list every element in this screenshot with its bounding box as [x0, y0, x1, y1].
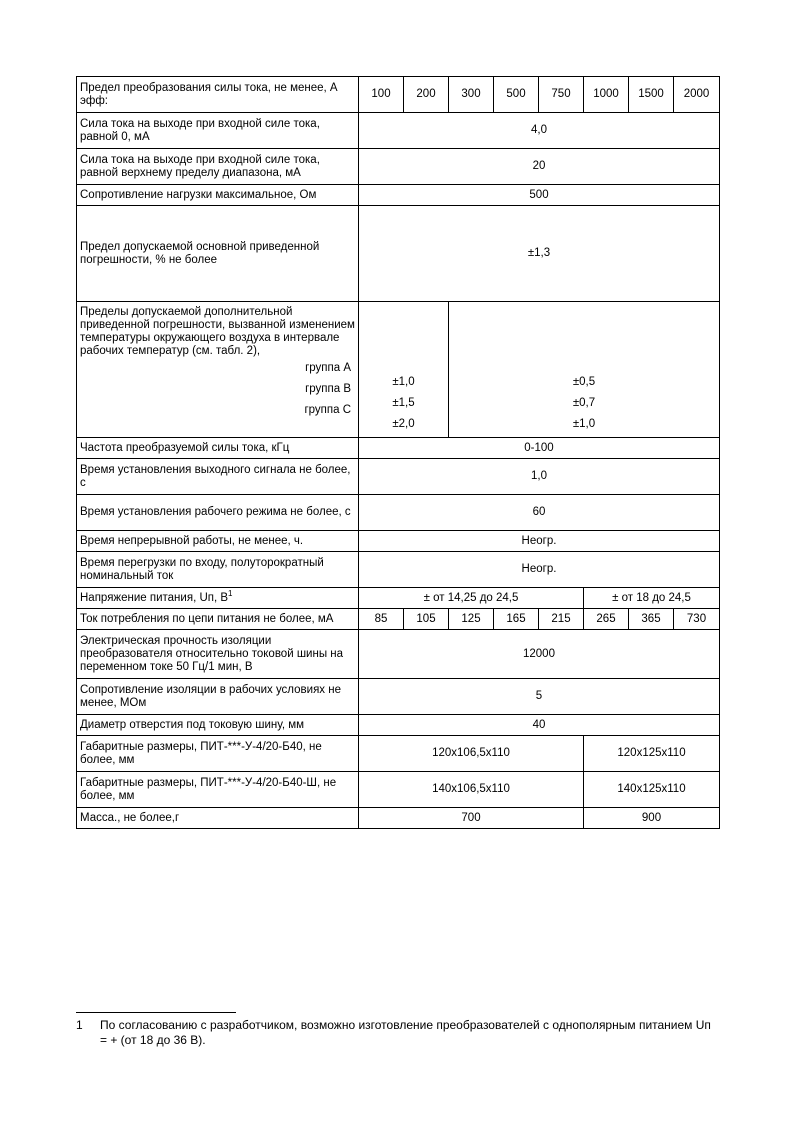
row-label: Предел допускаемой основной приведенной погрешности, % не более: [77, 206, 359, 302]
value-cell: 215: [539, 609, 584, 630]
footnote-divider: [76, 1012, 236, 1013]
value-cell: 700: [359, 808, 584, 829]
value-cell: 0-100: [359, 438, 720, 459]
value-cell: 900: [584, 808, 720, 829]
value-cell: 2000: [674, 77, 720, 113]
value-cell: 120х106,5х110: [359, 736, 584, 772]
value-cell: Неогр.: [359, 552, 720, 588]
row-dimensions-b40-sh: [77, 772, 720, 808]
value-cell: 85: [359, 609, 404, 630]
row-current-range: [77, 77, 720, 113]
value-cell: 5: [359, 679, 720, 715]
footnote-ref: 1: [228, 588, 233, 598]
value-cell: 12000: [359, 630, 720, 679]
value-cell: 60: [359, 495, 720, 531]
row-load-resistance: [77, 185, 720, 206]
row-warmup-time: [77, 495, 720, 531]
row-basic-error: [77, 206, 720, 302]
row-label: Напряжение питания, Uп, В: [80, 591, 229, 604]
value-cell: 1,0: [359, 459, 720, 495]
row-label: Масса., не более,г: [77, 808, 359, 829]
value-cell: 200: [404, 77, 449, 113]
group-c-value-high: ±1,0: [572, 418, 596, 430]
row-label: Время непрерывной работы, не менее, ч.: [77, 531, 359, 552]
group-b-value-low: ±1,5: [392, 397, 415, 409]
value-cell: 100: [359, 77, 404, 113]
value-cell: 1000: [584, 77, 629, 113]
row-label: Сопротивление изоляции в рабочих условиях не менее, МОм: [77, 679, 359, 715]
row-insulation-strength: [77, 630, 720, 679]
row-label: Габаритные размеры, ПИТ-***-У-4/20-Б40-Ш, не более, мм: [77, 772, 359, 808]
row-label: Сопротивление нагрузки максимальное, Ом: [77, 185, 359, 206]
value-cell: 500: [359, 185, 720, 206]
group-values-high: [449, 302, 720, 438]
group-values-low: [359, 302, 449, 438]
row-label-block: [77, 302, 359, 438]
value-cell: 500: [494, 77, 539, 113]
value-cell: 140х106,5х110: [359, 772, 584, 808]
value-cell: 4,0: [359, 113, 720, 149]
value-cell: 140х125х110: [584, 772, 720, 808]
row-label: Габаритные размеры, ПИТ-***-У-4/20-Б40, не более, мм: [77, 736, 359, 772]
value-cell: ±1,3: [359, 206, 720, 302]
group-a-label: группа А: [305, 362, 351, 374]
value-cell: 1500: [629, 77, 674, 113]
value-cell: 165: [494, 609, 539, 630]
value-cell: Неогр.: [359, 531, 720, 552]
row-output-at-zero: [77, 113, 720, 149]
row-bus-hole-diameter: [77, 715, 720, 736]
row-label: Время установления выходного сигнала не более, с: [77, 459, 359, 495]
group-c-value-low: ±2,0: [392, 418, 415, 430]
value-cell: 300: [449, 77, 494, 113]
row-label: Сила тока на выходе при входной силе тока, равной 0, мА: [77, 113, 359, 149]
row-label: Электрическая прочность изоляции преобразователя относительно токовой шины на переменном токе 50 Гц/1 мин, В: [77, 630, 359, 679]
row-settling-time: [77, 459, 720, 495]
row-label: Пределы допускаемой дополнительной приведенной погрешности, вызванной изменением температуры окружающего воздуха в интервале рабочих температур (см. табл. 2),: [80, 306, 355, 357]
row-label: Предел преобразования силы тока, не менее, А эфф:: [77, 77, 359, 113]
value-cell: 365: [629, 609, 674, 630]
row-insulation-resistance: [77, 679, 720, 715]
row-label: Частота преобразуемой силы тока, кГц: [77, 438, 359, 459]
group-a-value-high: ±0,5: [572, 376, 596, 388]
row-frequency: [77, 438, 720, 459]
row-label: Сила тока на выходе при входной силе тока, равной верхнему пределу диапазона, мА: [77, 149, 359, 185]
value-cell: 125: [449, 609, 494, 630]
footnote-number: 1: [76, 1018, 83, 1032]
group-a-value-low: ±1,0: [392, 376, 415, 388]
row-label: Время перегрузки по входу, полуторократный номинальный ток: [77, 552, 359, 588]
value-cell: 20: [359, 149, 720, 185]
row-label: Время установления рабочего режима не более, с: [77, 495, 359, 531]
row-supply-current: [77, 609, 720, 630]
row-dimensions-b40: [77, 736, 720, 772]
value-cell: 750: [539, 77, 584, 113]
row-continuous-operation: [77, 531, 720, 552]
footnote-text: По согласованию с разработчиком, возможно изготовление преобразователей с однополярным питанием Uп = + (от 18 до 36 В).: [100, 1018, 711, 1047]
row-supply-voltage: [77, 588, 720, 609]
value-cell: 120х125х110: [584, 736, 720, 772]
group-b-value-high: ±0,7: [572, 397, 596, 409]
group-b-label: группа В: [305, 383, 351, 395]
footnote: [76, 1018, 716, 1048]
value-cell: 40: [359, 715, 720, 736]
row-label: Диаметр отверстия под токовую шину, мм: [77, 715, 359, 736]
row-additional-error: [77, 302, 720, 438]
specifications-table: [76, 76, 720, 829]
row-label-block: [77, 588, 359, 609]
value-cell: ± от 18 до 24,5: [584, 588, 720, 609]
value-cell: 265: [584, 609, 629, 630]
row-output-at-max: [77, 149, 720, 185]
value-cell: 105: [404, 609, 449, 630]
value-cell: 730: [674, 609, 720, 630]
group-c-label: группа С: [304, 404, 351, 416]
row-overload-time: [77, 552, 720, 588]
row-mass: [77, 808, 720, 829]
row-label: Ток потребления по цепи питания не более, мА: [77, 609, 359, 630]
value-cell: ± от 14,25 до 24,5: [359, 588, 584, 609]
